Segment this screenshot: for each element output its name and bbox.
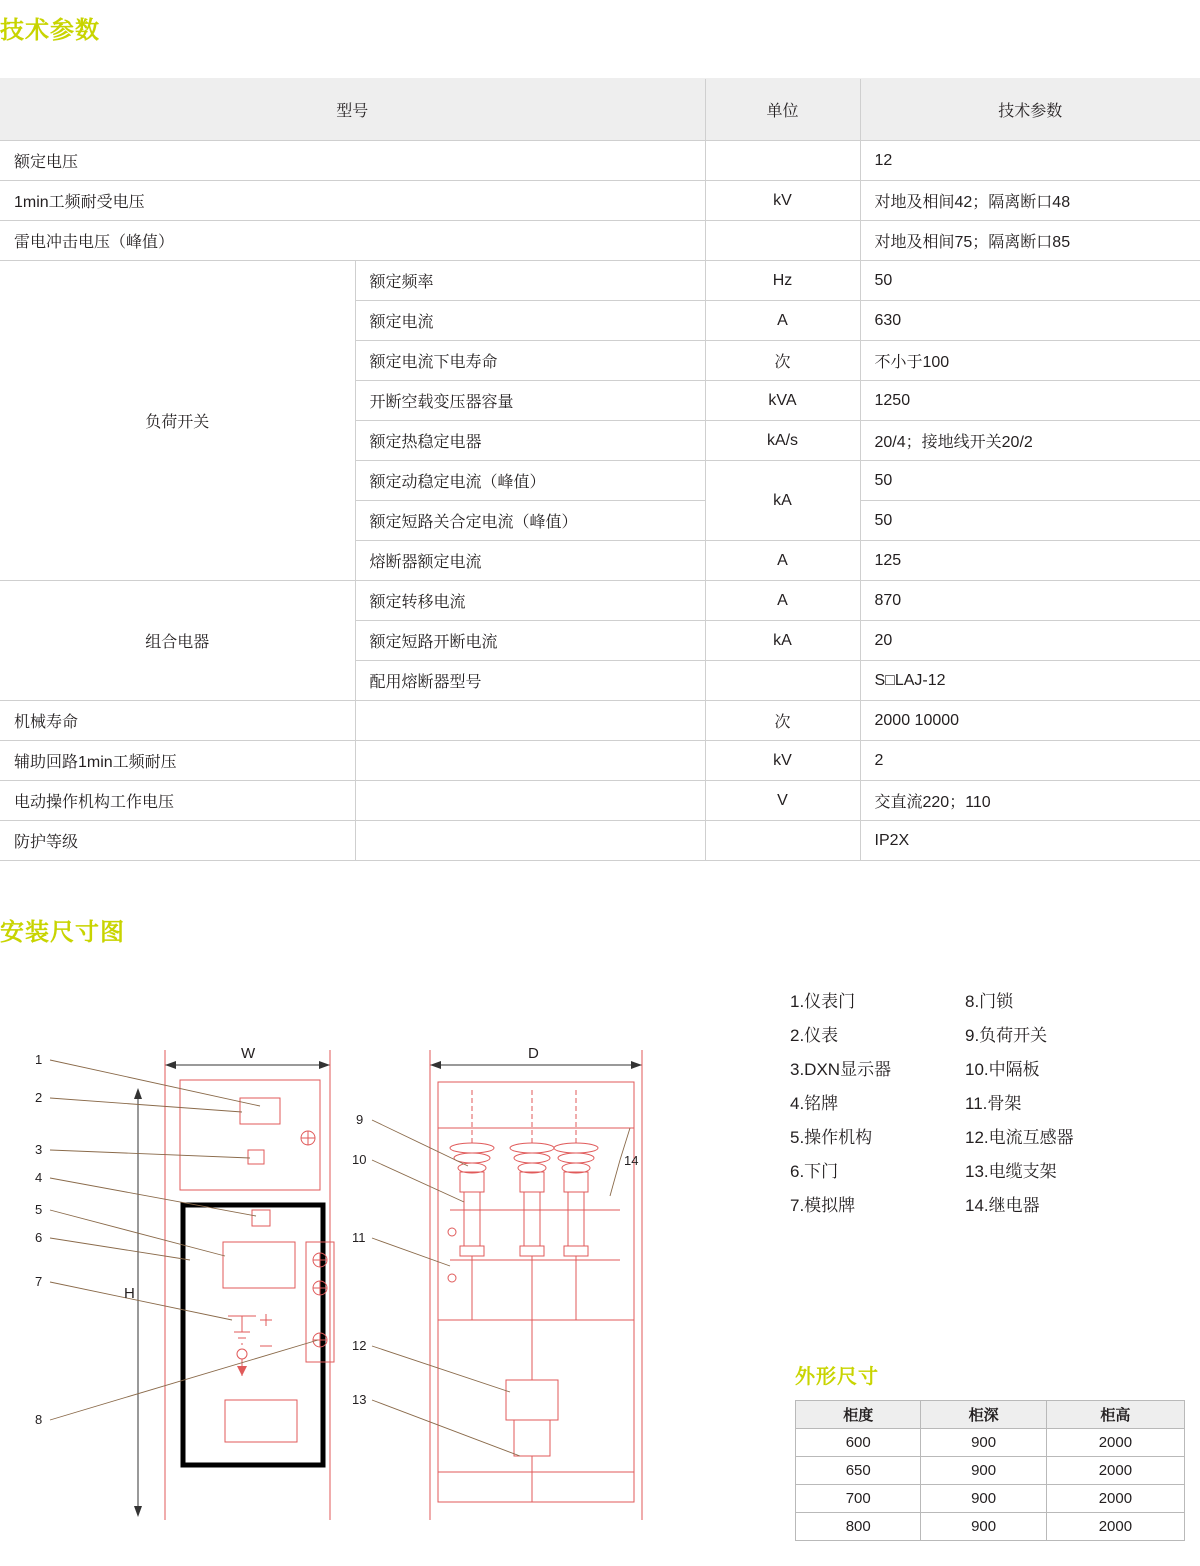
table-row [0,741,1200,781]
cell-unit: kVA [705,381,860,421]
legend-list [790,985,1190,1223]
list-item: 4.铭牌 [790,1094,839,1113]
list-item: 13.电缆支架 [965,1162,1057,1181]
callout-13: 13 [352,1392,367,1407]
callout-2: 2 [35,1090,43,1105]
table-row [796,1485,1185,1513]
cell-value: 12 [860,141,1200,181]
cell-unit [705,821,860,861]
cell-value: 交直流220；110 [860,781,1200,821]
cell-sub [355,821,705,861]
cell-value: 对地及相间42；隔离断口48 [860,181,1200,221]
cell-value: 20 [860,621,1200,661]
callout-8: 8 [35,1412,43,1427]
cell-sub: 熔断器额定电流 [355,541,705,581]
table-row [0,821,1200,861]
cell-name: 机械寿命 [0,701,355,741]
table-row [0,221,1200,261]
cell-depth: 900 [921,1513,1046,1541]
list-item: 3.DXN显示器 [790,1060,892,1079]
cell-sub [355,741,705,781]
installation-drawing [20,1020,740,1540]
header-width: 柜度 [796,1401,921,1429]
cell-value: 20/4；接地线开关20/2 [860,421,1200,461]
header-model: 型号 [0,79,705,141]
cell-sub: 额定频率 [355,261,705,301]
cell-name: 电动操作机构工作电压 [0,781,355,821]
cell-sub: 额定电流 [355,301,705,341]
cell-value: S□LAJ-12 [860,661,1200,701]
cell-value: IP2X [860,821,1200,861]
cell-depth: 900 [921,1457,1046,1485]
cell-unit: A [705,581,860,621]
cell-unit: kV [705,741,860,781]
cell-sub: 配用熔断器型号 [355,661,705,701]
list-item: 10.中隔板 [965,1060,1040,1079]
table-row [796,1457,1185,1485]
cell-width: 650 [796,1457,921,1485]
cell-value: 870 [860,581,1200,621]
callout-7: 7 [35,1274,43,1289]
table-row [796,1513,1185,1541]
header-value: 技术参数 [860,79,1200,141]
cell-unit: A [705,541,860,581]
cell-unit [705,141,860,181]
cell-unit: 次 [705,701,860,741]
cell-height: 2000 [1046,1457,1184,1485]
table-row [0,181,1200,221]
cell-sub: 额定短路开断电流 [355,621,705,661]
cell-name: 防护等级 [0,821,355,861]
drawing-svg [20,1020,740,1540]
cell-sub: 开断空载变压器容量 [355,381,705,421]
table-row [0,261,1200,301]
cell-value: 2 [860,741,1200,781]
cell-width: 700 [796,1485,921,1513]
cell-width: 600 [796,1429,921,1457]
cell-value: 50 [860,461,1200,501]
table-header-row [0,79,1200,141]
callout-6: 6 [35,1230,43,1245]
callout-12: 12 [352,1338,367,1353]
cell-unit: Hz [705,261,860,301]
cell-height: 2000 [1046,1485,1184,1513]
table-row [796,1429,1185,1457]
outer-dimension-table [795,1400,1185,1541]
cell-value: 2000 10000 [860,701,1200,741]
legend-column-left [790,985,965,1223]
dim-label-w: W [241,1045,256,1062]
dim-label-h: H [124,1285,135,1302]
list-item: 2.仪表 [790,1026,839,1045]
cell-group-name: 负荷开关 [0,261,355,581]
cell-unit: kA [705,461,860,541]
callout-3: 3 [35,1142,43,1157]
header-unit: 单位 [705,79,860,141]
dim-label-d: D [528,1045,539,1062]
cell-unit: kA [705,621,860,661]
callout-11: 11 [352,1230,366,1245]
cell-name: 1min工频耐受电压 [0,181,705,221]
callout-1: 1 [35,1052,43,1067]
callout-9: 9 [356,1112,364,1127]
list-item: 7.模拟牌 [790,1196,856,1215]
cell-sub: 额定热稳定电器 [355,421,705,461]
cell-sub: 额定电流下电寿命 [355,341,705,381]
callout-14: 14 [624,1153,639,1168]
page-title-outer: 外形尺寸 [795,1366,879,1388]
cell-name: 雷电冲击电压（峰值） [0,221,705,261]
list-item: 8.门锁 [965,992,1014,1011]
table-row [0,701,1200,741]
table-header-row [796,1401,1185,1429]
spec-table [0,78,1200,861]
cell-value: 50 [860,501,1200,541]
list-item: 14.继电器 [965,1196,1040,1215]
list-item: 11.骨架 [965,1094,1022,1113]
cell-unit: kV [705,181,860,221]
table-row [0,141,1200,181]
callout-4: 4 [35,1170,43,1185]
header-height: 柜高 [1046,1401,1184,1429]
cell-width: 800 [796,1513,921,1541]
cell-depth: 900 [921,1429,1046,1457]
cell-value: 不小于100 [860,341,1200,381]
cell-depth: 900 [921,1485,1046,1513]
cell-unit: A [705,301,860,341]
cell-name: 辅助回路1min工频耐压 [0,741,355,781]
list-item: 6.下门 [790,1162,839,1181]
cell-height: 2000 [1046,1513,1184,1541]
cell-name: 额定电压 [0,141,705,181]
cell-value: 125 [860,541,1200,581]
cell-group-name: 组合电器 [0,581,355,701]
cell-value: 1250 [860,381,1200,421]
list-item: 5.操作机构 [790,1128,873,1147]
cell-value: 630 [860,301,1200,341]
cell-unit [705,221,860,261]
page-title-dimension: 安装尺寸图 [0,919,125,946]
cell-unit: V [705,781,860,821]
legend-column-right [965,985,1165,1223]
cell-sub: 额定转移电流 [355,581,705,621]
header-depth: 柜深 [921,1401,1046,1429]
cell-value: 对地及相间75；隔离断口85 [860,221,1200,261]
cell-sub: 额定短路关合定电流（峰值） [355,501,705,541]
list-item: 9.负荷开关 [965,1026,1048,1045]
callout-10: 10 [352,1152,367,1167]
cell-sub: 额定动稳定电流（峰值） [355,461,705,501]
callout-5: 5 [35,1202,43,1217]
list-item: 12.电流互感器 [965,1128,1074,1147]
page-title-tech: 技术参数 [0,17,100,44]
cell-sub [355,781,705,821]
table-row [0,581,1200,621]
cell-sub [355,701,705,741]
cell-unit: 次 [705,341,860,381]
cell-value: 50 [860,261,1200,301]
list-item: 1.仪表门 [790,992,856,1011]
table-row [0,781,1200,821]
cell-unit: kA/s [705,421,860,461]
cell-height: 2000 [1046,1429,1184,1457]
cell-unit [705,661,860,701]
